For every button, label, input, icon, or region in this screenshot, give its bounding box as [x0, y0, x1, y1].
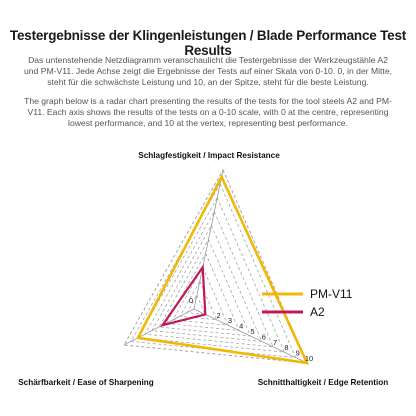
tick-label-7: 7: [273, 337, 278, 347]
page-title: Testergebnisse der Klingenleistungen / Blade Performance Test Results: [9, 28, 407, 58]
tick-label-2: 2: [216, 310, 221, 320]
tick-label-6: 6: [261, 332, 266, 342]
series-pm-v11: [138, 177, 307, 363]
tick-label-8: 8: [284, 343, 289, 353]
radar-grid: [124, 170, 307, 363]
tick-label-5: 5: [250, 327, 255, 336]
tick-label-0: 0: [188, 296, 194, 305]
grid-ring-10: [124, 170, 307, 363]
legend-label-2: A2: [310, 305, 325, 319]
grid-ring-8: [138, 198, 284, 352]
axis-label-1: Schlagfestigkeit / Impact Resistance: [138, 151, 280, 160]
legend-label-1: PM-V11: [310, 287, 353, 301]
tick-label-9: 9: [295, 348, 300, 358]
description-english: The graph below is a radar chart presenting the results of the tests for the tool steels A2 and PM-V11. Each axis shows the results of the tests on a 0-10 scale, with 0 at the centre, representing lowest performance, and 10 at the vertex, representing best performance.: [24, 96, 392, 129]
axis-label-3: Schärfbarkeit / Ease of Sharpening: [18, 378, 154, 387]
tick-label-10: 10: [304, 354, 314, 363]
axis-label-2: Schnitthaltigkeit / Edge Retention: [257, 378, 389, 387]
tick-label-4: 4: [239, 321, 244, 331]
axis-spoke-1: [194, 170, 223, 309]
tick-label-3: 3: [227, 316, 232, 326]
description-german: Das untenstehende Netzdiagramm veranschaulicht die Testergebnisse der Werkzeugstähle A2 und PM-V11. Jede Achse zeigt die Ergebnisse der Tests auf einer Skala von 0-10. 0, in der Mitte, steht für die schwächste Leistung und 10, an der Spitze, steht für die beste Leistung.: [24, 55, 392, 88]
radar-series: [138, 177, 307, 363]
